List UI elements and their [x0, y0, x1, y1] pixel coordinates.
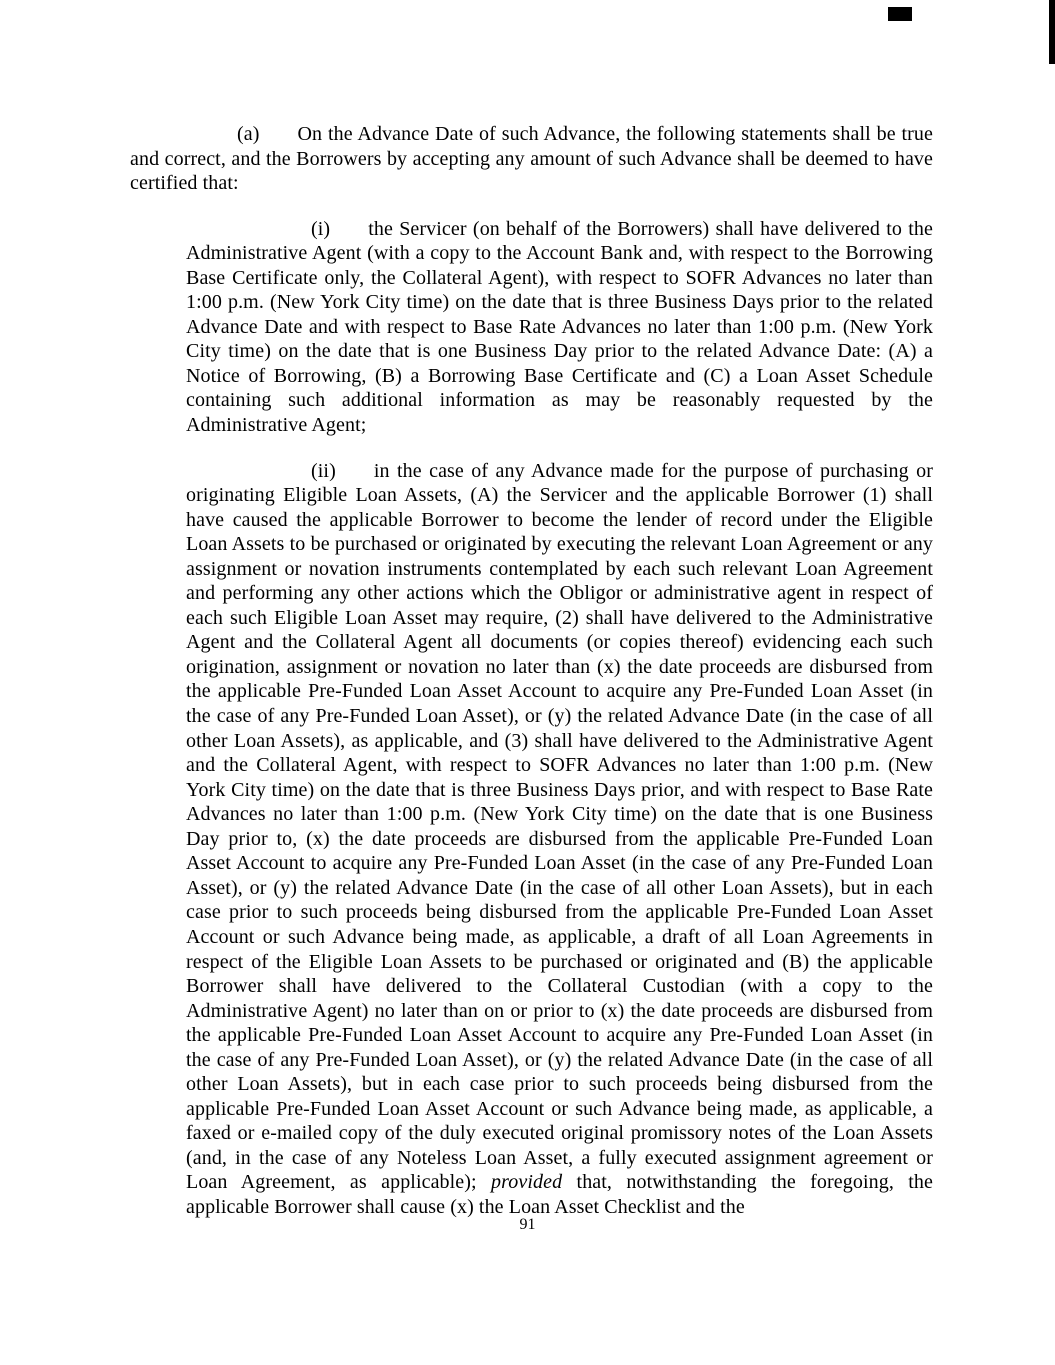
clause-label: (a) — [237, 123, 260, 145]
clause-label: (i) — [311, 217, 331, 240]
paragraph-a — [130, 122, 933, 196]
paragraph-ii — [186, 459, 933, 1220]
text-run: On the Advance Date of such Advance, the following statements shall be true and correct, and the Borrowers by accepting any amount of such Advance shall be deemed to have certified that: — [130, 123, 933, 195]
text-run: that, notwithstanding the foregoing, the applicable Borrower shall cause (x) the Loan Asset Checklist and the — [186, 1171, 933, 1218]
paragraph-i — [186, 217, 933, 438]
text-run: the Servicer (on behalf of the Borrowers) shall have delivered to the Administrative Agent (with a copy to the Account Bank and, with respect to the Borrowing Base Certificate only, the Collateral Agent), with respect to SOFR Advances no later than 1:00 p.m. (New York City time) on the date that is three Business Days prior to the related Advance Date and with respect to Base Rate Advances no later than 1:00 p.m. (New York City time) on the date that is one Business Day prior to the related Advance Date: (A) a Notice of Borrowing, (B) a Borrowing Base Certificate and (C) a Loan Asset Schedule containing such additional information as may be reasonably requested by the Administrative Agent; — [186, 217, 933, 437]
clause-label: (ii) — [311, 459, 336, 482]
page-number: 91 — [519, 1216, 536, 1233]
text-run: in the case of any Advance made for the purpose of purchasing or originating Eligible Loan Assets, (A) the Servicer and the applicable Borrower (1) shall have caused the applicable Borrower to become the lender of record under the Eligible Loan Assets to be purchased or originated by executing the relevant Loan Agreement or any assignment or novation instruments contemplated by each such relevant Loan Agreement and performing any other actions which the Obligor or administrative agent in respect of each such Eligible Loan Asset may require, (2) shall have delivered to the Administrative Agent and the Collateral Agent all documents (or copies thereof) evidencing each such origination, assignment or novation no later than (x) the date proceeds are disbursed from the applicable Pre-Funded Loan Asset Account to acquire any Pre-Funded Loan Asset (in the case of any Pre-Funded Loan Asset), or (y) the related Advance Date (in the case of all other Loan Assets), as applicable, and (3) shall have delivered to the Administrative Agent and the Collateral Agent, with respect to SOFR Advances no later than 1:00 p.m. (New York City time) on the date that is three Business Days prior, and with respect to Base Rate Advances no later than 1:00 p.m. (New York City time) on the date that is one Business Day prior to, (x) the date proceeds are disbursed from the applicable Pre-Funded Loan Asset Account to acquire any Pre-Funded Loan Asset (in the case of any Pre-Funded Loan Asset), or (y) the related Advance Date (in the case of all other Loan Assets), but in each case prior to such proceeds being disbursed from the applicable Pre-Funded Loan Asset Account or such Advance being made, as applicable, a draft of all Loan Agreements in respect of the Eligible Loan Assets to be purchased or originated and (B) the applicable Borrower shall have delivered to the Collateral Custodian (with a copy to the Administrative Agent) no later than on or prior to (x) the date proceeds are disbursed from the applicable Pre-Funded Loan Asset Account to acquire any Pre-Funded Loan Asset (in the case of any Pre-Funded Loan Asset), or (y) the related Advance Date (in the case of all other Loan Assets), but in each case prior to such proceeds being disbursed from the applicable Pre-Funded Loan Asset Account or such Advance being made, as applicable, a faxed or e-mailed copy of the duly executed original promissory notes of the Loan Assets (and, in the case of any Noteless Loan Asset, a fully executed assignment agreement or Loan Agreement, as applicable); — [186, 459, 933, 1194]
italic-text-run: provided — [491, 1171, 563, 1194]
